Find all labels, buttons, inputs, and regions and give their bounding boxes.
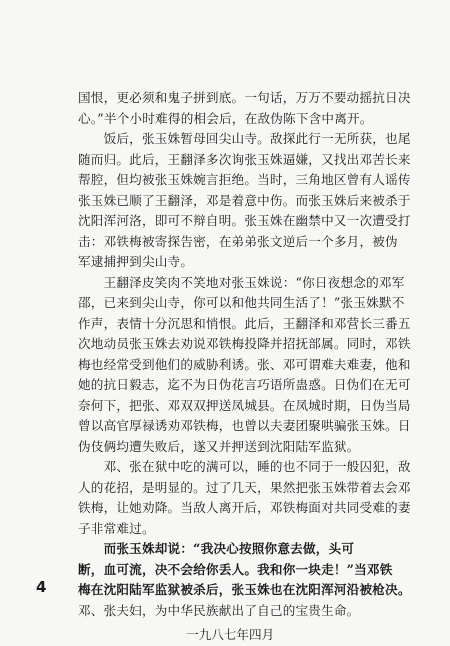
text-line: 次地动员张玉姝去劝说邓铁梅投降并招抚部属。同时，邓铁 bbox=[78, 336, 411, 351]
text-line: 军逮捕押到尖山寺。 bbox=[78, 254, 194, 269]
text-line: 梅也经常受到他们的威胁利诱。张、邓可谓难夫难妻，他和 bbox=[78, 356, 411, 372]
text-line: 曾以高官厚禄诱劝邓铁梅，也曾以夫妻团聚哄骗张玉姝。日 bbox=[78, 418, 411, 433]
text-line: 奈何下，把张、邓双双押送凤城县。在凤城时期，日伪当局 bbox=[78, 397, 411, 413]
date-line: 一九八七年四月 bbox=[186, 627, 275, 642]
text-line: 随而归。此后，王翻泽多次询张玉姝逼嫌，又找出邓苦长来 bbox=[78, 151, 411, 167]
text-line: 而张玉姝却说：“我决心按照你意去做，头可 bbox=[78, 541, 355, 556]
text-line: 铁梅，让她劝降。当敌人离开后，邓铁梅面对共同受难的妻 bbox=[78, 500, 411, 515]
text-line: 张玉姝已顺了王翻泽，邓是着意中伤。而张玉姝后来被杀于 bbox=[78, 192, 411, 208]
text-line: 帮腔，但均被张玉姝婉言拒绝。当时，三角地区曾有人谣传 bbox=[78, 172, 411, 187]
text-line: 沈阳浑河洛，即可不辩自明。张玉姝在幽禁中又一次遭受打 bbox=[78, 213, 411, 228]
text-line: 子非常难过。 bbox=[78, 520, 155, 536]
text-line: 邵，已来到尖山寺，你可以和他共同生活了！”张玉姝默不 bbox=[78, 295, 405, 310]
text-line: 国恨，更必须和鬼子拼到底。一句话，万万不要动摇抗日决 bbox=[78, 90, 411, 105]
text-line: 她的抗日毅志，迄不为日伪花言巧语所蛊惑。日伪们在无可 bbox=[78, 377, 411, 392]
text-line: 断，血可流，决不会给你丢人。我和你一块走！”当邓铁 bbox=[78, 561, 393, 577]
text-line: 击：邓铁梅被寄探告密，在弟弟张文逆后一个多月，被伪 bbox=[78, 233, 398, 249]
text-line: 作声，表情十分沉思和悄恨。此后，王翻泽和邓营长三番五 bbox=[78, 315, 411, 331]
text-line: 王翻泽皮笑肉不笑地对张玉姝说：“你日夜想念的邓军 bbox=[78, 274, 405, 290]
body-text bbox=[78, 88, 411, 646]
text-line: 伪伎俩均遭失败后，遂又并押送到沈阳陆军监狱。 bbox=[78, 438, 360, 454]
text-line: 梅在沈阳陆军监狱被杀后，张玉姝也在沈阳浑河沿被枪决。 bbox=[78, 582, 411, 597]
text-line: 饭后，张玉姝暂母回尖山寺。敌探此行一无所获，也尾 bbox=[78, 131, 411, 146]
text-line: 人的花招，是明显的。过了几天，果然把张玉姝带着去会邓 bbox=[78, 479, 411, 495]
text-line: 邓、张夫妇，为中华民族献出了自己的宝贵生命。 bbox=[78, 602, 360, 618]
text-line: 心。”半个小时难得的相会后，在敌伪陈下含中离开。 bbox=[78, 110, 373, 126]
page-number: 4 bbox=[36, 578, 47, 596]
text-line: 邓、张在狱中吃的满可以，睡的也不同于一般囚犯，敌 bbox=[78, 459, 411, 474]
